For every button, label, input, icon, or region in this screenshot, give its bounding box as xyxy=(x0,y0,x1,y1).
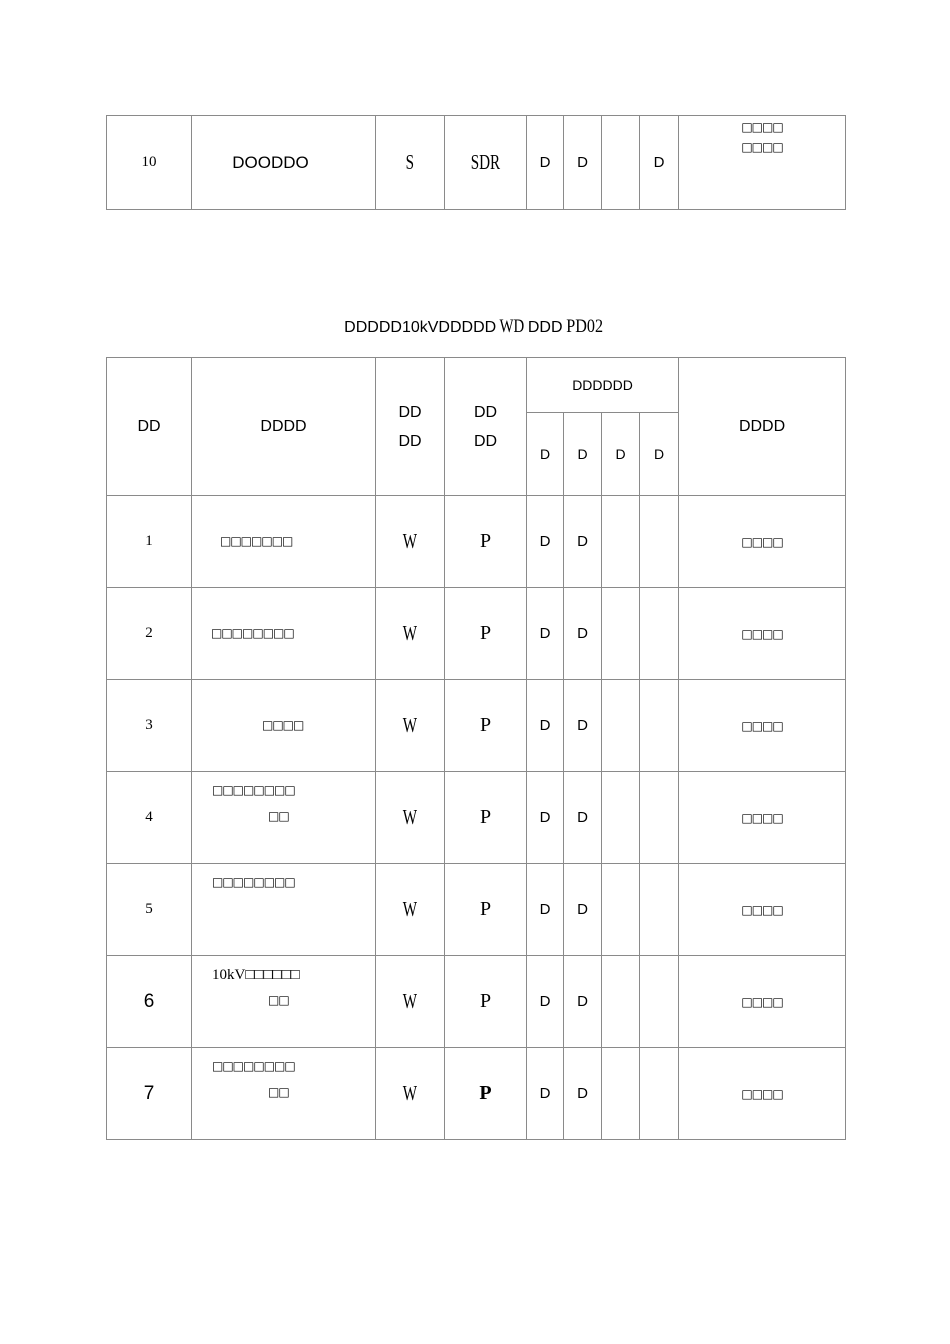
code-cell: P xyxy=(445,864,527,956)
type-cell: W xyxy=(376,588,445,680)
header-sub-2: D xyxy=(564,413,602,496)
table-title: DDDDD10kVDDDDD WD DDD PD02 xyxy=(344,316,603,337)
item-name: □□□□□□□□ □□ xyxy=(192,1048,376,1140)
note-cell: □□□□ xyxy=(679,1048,846,1140)
item-name: □□□□□□□□ xyxy=(192,864,376,956)
check-cell-3 xyxy=(602,772,640,864)
code-cell: P xyxy=(445,496,527,588)
item-name: □□□□□□□ xyxy=(192,496,376,588)
header-sub-4: D xyxy=(640,413,679,496)
check-cell-4 xyxy=(640,864,679,956)
row-number: 3 xyxy=(107,680,192,772)
header-no: DD xyxy=(107,358,192,496)
check-cell-4 xyxy=(640,588,679,680)
check-cell-4 xyxy=(640,1048,679,1140)
row-number: 1 xyxy=(107,496,192,588)
code-cell: P xyxy=(445,680,527,772)
check-cell-1: D xyxy=(527,680,564,772)
check-cell-4 xyxy=(640,772,679,864)
type-cell: W xyxy=(376,956,445,1048)
row-number: 4 xyxy=(107,772,192,864)
table-row xyxy=(107,772,846,864)
table-row xyxy=(107,864,846,956)
note-cell: □□□□ xyxy=(679,680,846,772)
type-cell: W xyxy=(376,1048,445,1140)
check-cell-2: D xyxy=(564,864,602,956)
item-name: DOODDO xyxy=(192,116,376,210)
check-cell-1: D xyxy=(527,864,564,956)
item-name: 10kV□□□□□□ □□ xyxy=(192,956,376,1048)
type-cell: S xyxy=(376,116,445,210)
header-group: DDDDDD xyxy=(527,358,679,413)
table-row xyxy=(107,680,846,772)
row-number: 7 xyxy=(107,1048,192,1140)
type-cell: W xyxy=(376,680,445,772)
row-number: 2 xyxy=(107,588,192,680)
check-cell-1: D xyxy=(527,1048,564,1140)
check-cell-4 xyxy=(640,496,679,588)
row-number: 6 xyxy=(107,956,192,1048)
table-row xyxy=(107,588,846,680)
header-row xyxy=(107,358,846,413)
item-name: □□□□□□□□ □□ xyxy=(192,772,376,864)
equipment-table xyxy=(106,357,846,1140)
check-cell-2: D xyxy=(564,956,602,1048)
code-cell: P xyxy=(445,1048,527,1140)
table-row xyxy=(107,496,846,588)
check-cell-1: D xyxy=(527,116,564,210)
row-number: 10 xyxy=(107,116,192,210)
check-cell-2: D xyxy=(564,588,602,680)
note-cell: □□□□ xyxy=(679,496,846,588)
table-row xyxy=(107,1048,846,1140)
code-cell: P xyxy=(445,772,527,864)
note-line-2: □□□□ xyxy=(741,140,783,154)
item-name: □□□□ xyxy=(192,680,376,772)
note-cell: □□□□ xyxy=(679,956,846,1048)
note-cell xyxy=(679,116,846,210)
check-cell-1: D xyxy=(527,496,564,588)
header-code: DD DD xyxy=(445,358,527,496)
table-row xyxy=(107,116,846,210)
row-number: 5 xyxy=(107,864,192,956)
header-type: DD DD xyxy=(376,358,445,496)
header-note: DDDD xyxy=(679,358,846,496)
check-cell-2: D xyxy=(564,680,602,772)
header-name: DDDD xyxy=(192,358,376,496)
note-cell: □□□□ xyxy=(679,588,846,680)
check-cell-2: D xyxy=(564,496,602,588)
check-cell-2: D xyxy=(564,1048,602,1140)
table-row xyxy=(107,956,846,1048)
note-cell: □□□□ xyxy=(679,772,846,864)
check-cell-1: D xyxy=(527,588,564,680)
continuation-table xyxy=(106,115,846,210)
note-line-1: □□□□ xyxy=(741,120,783,134)
item-name: □□□□□□□□ xyxy=(192,588,376,680)
code-cell: P xyxy=(445,588,527,680)
type-cell: W xyxy=(376,864,445,956)
check-cell-3 xyxy=(602,680,640,772)
check-cell-3 xyxy=(602,496,640,588)
check-cell-1: D xyxy=(527,956,564,1048)
check-cell-4 xyxy=(640,956,679,1048)
check-cell-3 xyxy=(602,588,640,680)
type-cell: W xyxy=(376,772,445,864)
check-cell-3 xyxy=(602,864,640,956)
header-sub-1: D xyxy=(527,413,564,496)
check-cell-3 xyxy=(602,956,640,1048)
check-cell-2: D xyxy=(564,772,602,864)
header-sub-3: D xyxy=(602,413,640,496)
code-cell: P xyxy=(445,956,527,1048)
note-cell: □□□□ xyxy=(679,864,846,956)
check-cell-4: D xyxy=(640,116,679,210)
check-cell-3 xyxy=(602,116,640,210)
type-cell: W xyxy=(376,496,445,588)
check-cell-3 xyxy=(602,1048,640,1140)
code-cell: SDR xyxy=(445,116,527,210)
check-cell-2: D xyxy=(564,116,602,210)
check-cell-1: D xyxy=(527,772,564,864)
check-cell-4 xyxy=(640,680,679,772)
